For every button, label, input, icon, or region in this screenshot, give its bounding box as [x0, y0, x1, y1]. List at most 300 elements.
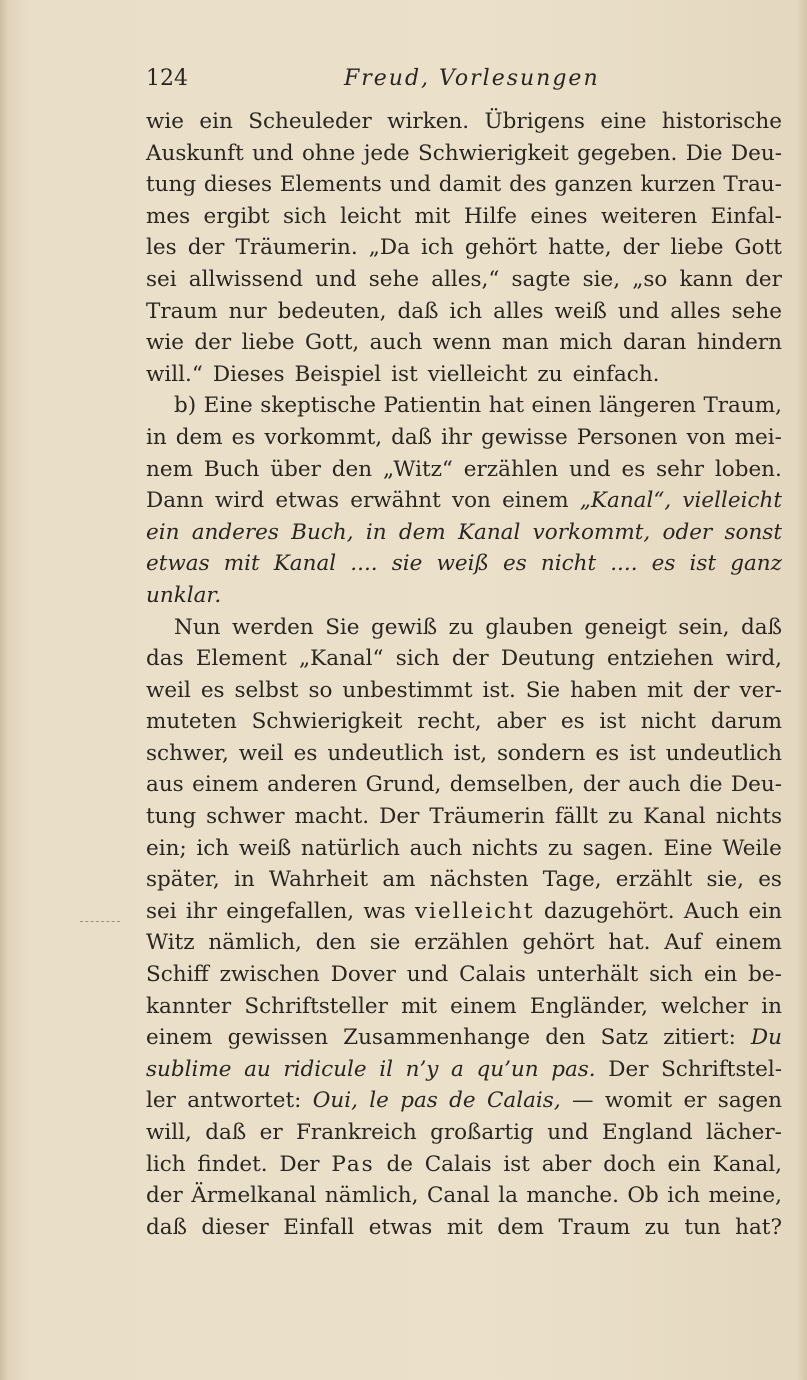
word: und — [406, 962, 449, 988]
word: geneigt — [584, 614, 667, 640]
word: nichts — [471, 835, 539, 861]
word: ein — [703, 962, 738, 988]
text-line — [146, 232, 782, 264]
word: sie, — [582, 266, 621, 292]
word: zu — [547, 835, 574, 861]
word: lächer- — [706, 1120, 782, 1145]
word: es — [200, 677, 225, 703]
word: es — [758, 867, 782, 893]
word: sagen. — [582, 835, 654, 861]
word: ich — [667, 1183, 701, 1209]
word: qu’un — [476, 1056, 539, 1082]
text-line — [146, 643, 782, 675]
word: es — [595, 740, 620, 766]
word: eine — [600, 109, 647, 134]
word: oder — [662, 519, 713, 545]
word: alles — [493, 298, 544, 324]
text-line — [146, 706, 782, 738]
word: ein — [146, 519, 180, 545]
word: der — [451, 646, 489, 672]
word: unterhält — [536, 962, 639, 988]
word: erzählt — [615, 867, 693, 893]
word: Schriftsteller — [244, 993, 388, 1019]
word: Die — [685, 140, 723, 166]
word: gegeben. — [577, 140, 678, 166]
word: natürlich — [300, 835, 400, 861]
word: daß — [391, 424, 433, 450]
word: sehe — [731, 298, 782, 324]
word: zu — [448, 614, 474, 640]
word: vielleicht — [682, 488, 782, 514]
word: es — [621, 456, 646, 482]
running-head: Freud, Vorlesungen — [344, 66, 600, 91]
word: Dover — [330, 962, 396, 988]
word: mit — [223, 551, 260, 577]
word: ver- — [739, 677, 782, 703]
word: manche. — [526, 1183, 619, 1209]
word: findet. — [197, 1151, 268, 1177]
word: tun — [684, 1214, 721, 1240]
word: den — [315, 930, 356, 956]
word: demselben, — [449, 772, 575, 798]
word: sich — [395, 646, 440, 672]
word: der — [146, 1183, 183, 1209]
word: Patientin — [383, 393, 482, 419]
word: „Da — [368, 235, 410, 261]
word: anderen — [267, 772, 358, 798]
text-line — [146, 359, 782, 391]
word: meine, — [708, 1183, 782, 1209]
word: ich — [421, 235, 454, 261]
word: und — [252, 140, 294, 166]
word: vorkommt, — [532, 519, 651, 545]
word: der — [187, 235, 225, 261]
word: sublime — [146, 1056, 232, 1082]
word: werden — [231, 614, 314, 640]
text-line — [146, 769, 782, 801]
word: einfach. — [572, 361, 660, 387]
word: von — [686, 424, 726, 450]
word: des — [509, 172, 547, 198]
word: macht. — [294, 804, 370, 830]
word: Auskunft — [146, 140, 244, 166]
word: Du — [750, 1025, 782, 1051]
word: Buch — [203, 456, 260, 482]
word: Engländer, — [529, 993, 648, 1019]
word: Auf — [664, 930, 702, 956]
word: ist — [599, 709, 626, 735]
word: Dieses — [212, 361, 285, 387]
word: tung — [146, 172, 197, 198]
word: sie — [369, 930, 401, 956]
word: Kanal, — [712, 1151, 782, 1177]
word: dem — [398, 519, 446, 545]
word: ist — [689, 551, 717, 577]
word: doch — [603, 1151, 656, 1177]
word: mit — [414, 203, 451, 229]
word: einem — [450, 993, 517, 1019]
word: Gott, — [304, 330, 360, 356]
word: was — [363, 898, 406, 924]
text-line — [146, 959, 782, 991]
word: längeren — [599, 393, 696, 419]
word: der — [582, 772, 620, 798]
word: weiteren — [600, 203, 698, 229]
word: ist — [391, 361, 418, 387]
text-line — [146, 1085, 782, 1117]
word: womit — [604, 1088, 673, 1114]
word: glauben — [485, 614, 573, 640]
word: der — [194, 330, 232, 356]
word: und — [547, 1120, 589, 1145]
word: anderes — [191, 519, 279, 545]
word: recht, — [417, 709, 482, 735]
word: sei — [146, 898, 177, 924]
page-edge-left — [0, 0, 8, 1380]
word: in — [146, 424, 167, 450]
word: erwähnt — [350, 488, 441, 514]
text-line — [146, 548, 782, 580]
word: Trau- — [723, 172, 782, 198]
word: Dann — [146, 488, 204, 514]
word: nicht — [640, 709, 697, 735]
word: Der — [279, 1151, 320, 1177]
word: Scheuleder — [248, 109, 372, 134]
word: hat — [488, 393, 525, 419]
word: gehört — [522, 930, 595, 956]
page-number: 124 — [146, 66, 188, 91]
word: auch — [628, 772, 681, 798]
word: einem — [192, 772, 259, 798]
word: Tage, — [542, 867, 602, 893]
word: Schriftstel- — [661, 1056, 782, 1082]
word: Traum — [146, 298, 218, 324]
word: aus — [146, 772, 184, 798]
word: „so — [632, 266, 668, 292]
word: nem — [146, 456, 193, 482]
word: — — [572, 1088, 594, 1114]
word: vielleicht — [427, 361, 528, 387]
word: ein — [199, 109, 233, 134]
word: Nun — [174, 614, 221, 640]
word: antwortet: — [187, 1088, 302, 1114]
word: er — [683, 1088, 707, 1114]
word: sich — [282, 203, 327, 229]
word: Witz — [146, 930, 195, 956]
word: daß — [741, 614, 782, 640]
word: be- — [748, 962, 782, 988]
word: entziehen — [606, 646, 714, 672]
word: sagte — [511, 266, 571, 292]
word: n’y — [405, 1056, 439, 1082]
word: Kanal — [643, 804, 706, 830]
word: ihr — [441, 424, 473, 450]
word: einem — [715, 930, 782, 956]
word: etwas — [275, 488, 340, 514]
word: und — [569, 456, 611, 482]
word: b) — [174, 393, 197, 419]
word: mit — [646, 677, 683, 703]
word: .... — [610, 551, 638, 577]
word: Elements — [279, 172, 382, 198]
word: nämlich, — [208, 930, 302, 956]
word: gewisse — [481, 424, 568, 450]
word: einem — [146, 1025, 213, 1051]
word: die — [689, 772, 723, 798]
word: Calais — [424, 1151, 492, 1177]
word: ganzen — [554, 172, 633, 198]
word: darum — [710, 709, 782, 735]
text-line — [146, 864, 782, 896]
word: Canal — [426, 1183, 490, 1209]
word: nächsten — [429, 867, 529, 893]
word: mes — [146, 203, 191, 229]
text-line — [146, 738, 782, 770]
margin-mark — [80, 921, 120, 924]
word: ein; — [146, 835, 187, 861]
word: .... — [350, 551, 378, 577]
word: ganz — [730, 551, 782, 577]
word: es — [560, 709, 585, 735]
word: Kanal — [273, 551, 337, 577]
word: sich — [649, 962, 693, 988]
word: daran — [622, 330, 687, 356]
word: gehört — [464, 235, 538, 261]
word: Schiff — [146, 962, 209, 988]
word: Beispiel — [294, 361, 382, 387]
word: sei — [146, 266, 177, 292]
word: schwer, — [146, 740, 229, 766]
word: allwissend — [188, 266, 304, 292]
word: les — [146, 235, 177, 261]
word: a — [451, 1056, 464, 1082]
text-line — [146, 264, 782, 296]
word: tung — [146, 804, 197, 830]
word: Zusammenhange — [343, 1025, 531, 1051]
word: und — [389, 172, 432, 198]
word: kannter — [146, 993, 232, 1019]
text-line — [146, 675, 782, 707]
word: lich — [146, 1151, 186, 1177]
word: sonst — [724, 519, 782, 545]
word: der — [745, 266, 782, 292]
text-line — [146, 896, 782, 928]
word: und — [617, 298, 660, 324]
word: Träumerin — [429, 804, 545, 830]
word: Traum — [558, 1214, 631, 1240]
word: Übrigens — [484, 109, 585, 134]
word: Hilfe — [463, 203, 517, 229]
word: ich — [449, 298, 483, 324]
word: daß — [397, 298, 439, 324]
word: Der — [379, 804, 420, 830]
word: ein — [748, 898, 782, 924]
word: unklar. — [146, 582, 222, 608]
word: sein, — [678, 614, 730, 640]
word: das — [146, 646, 184, 672]
text-line — [146, 422, 782, 454]
word: der — [622, 235, 660, 261]
text-line — [146, 485, 782, 517]
word: einem — [502, 488, 569, 514]
word: den — [331, 456, 373, 482]
word: welcher — [661, 993, 749, 1019]
word: über — [270, 456, 321, 482]
word: Der — [608, 1056, 649, 1082]
word: Deu- — [730, 772, 782, 798]
word: wie — [146, 330, 185, 356]
word: am — [382, 867, 416, 893]
word: Schwierigkeit — [251, 709, 403, 735]
word: gewissen — [227, 1025, 329, 1051]
word: Kanal — [457, 519, 521, 545]
word: daß — [205, 1120, 247, 1145]
word: hat. — [608, 930, 651, 956]
word: Personen — [576, 424, 678, 450]
word: Grund, — [365, 772, 442, 798]
word: etwas — [368, 1214, 433, 1240]
word: will.“ — [146, 361, 203, 387]
word: Deu- — [730, 140, 782, 166]
word: jede — [363, 140, 410, 166]
text-line — [146, 801, 782, 833]
word: daß — [146, 1214, 187, 1240]
word: Pas — [331, 1151, 375, 1177]
word: dieses — [203, 172, 273, 198]
word: eines — [530, 203, 588, 229]
word: historische — [661, 109, 782, 134]
text-line — [146, 1117, 782, 1149]
word: pas — [400, 1088, 438, 1114]
word: haben — [570, 677, 638, 703]
word: weiß — [436, 551, 489, 577]
word: Buch, — [291, 519, 354, 545]
text-line — [146, 927, 782, 959]
word: Gott — [734, 235, 782, 261]
word: Calais, — [486, 1088, 561, 1114]
text-line — [146, 1212, 782, 1244]
word: Weile — [722, 835, 782, 861]
word: etwas — [146, 551, 210, 577]
word: mei- — [734, 424, 782, 450]
word: Wahrheit — [268, 867, 369, 893]
word: Oui, — [312, 1088, 358, 1114]
word: pas. — [551, 1056, 596, 1082]
word: ist. — [482, 677, 516, 703]
word: mit — [401, 993, 437, 1019]
text-line — [146, 1149, 782, 1181]
word: sie, — [706, 867, 744, 893]
word: hat? — [735, 1214, 782, 1240]
text-line — [146, 138, 782, 170]
word: unbestimmt — [342, 677, 473, 703]
word: de — [386, 1151, 413, 1177]
word: es — [231, 424, 256, 450]
word: und — [315, 266, 357, 292]
word: gewiß — [371, 614, 438, 640]
word: Einfal- — [710, 203, 782, 229]
word: schwer — [206, 804, 285, 830]
word: kurzen — [640, 172, 716, 198]
word: erzählen — [463, 456, 559, 482]
word: „Kanal“, — [579, 488, 672, 514]
word: Träumerin. — [235, 235, 358, 261]
word: weiß — [554, 298, 607, 324]
word: Ärmelkanal — [191, 1183, 317, 1209]
word: mit — [446, 1214, 483, 1240]
word: zu — [644, 1214, 670, 1240]
word: Ob — [627, 1183, 659, 1209]
word: Element — [195, 646, 287, 672]
word: weil — [146, 677, 191, 703]
word: eingefallen, — [226, 898, 355, 924]
text-line — [146, 454, 782, 486]
word: fällt — [554, 804, 598, 830]
word: man — [501, 330, 549, 356]
word: nichts — [715, 804, 782, 830]
word: Einfall — [283, 1214, 355, 1240]
text-line — [146, 991, 782, 1023]
word: de — [449, 1088, 476, 1114]
word: später, — [146, 867, 220, 893]
word: in — [365, 519, 387, 545]
word: sagen — [717, 1088, 782, 1114]
word: großartig — [430, 1120, 534, 1145]
word: le — [369, 1088, 389, 1114]
word: il — [379, 1056, 394, 1082]
word: zitiert: — [663, 1025, 736, 1051]
text-line — [146, 517, 782, 549]
text-line — [146, 1180, 782, 1212]
word: von — [451, 488, 491, 514]
text-line — [146, 612, 782, 644]
word: Traum, — [703, 393, 782, 419]
word: zu — [608, 804, 634, 830]
word: in — [761, 993, 782, 1019]
word: Sie — [325, 614, 360, 640]
word: es — [293, 740, 318, 766]
word: undeutlich — [665, 740, 782, 766]
word: ergibt — [203, 203, 270, 229]
text-line — [146, 1022, 782, 1054]
text-line — [146, 201, 782, 233]
word: den — [545, 1025, 586, 1051]
word: dem — [175, 424, 223, 450]
text-line — [146, 106, 782, 138]
word: wird — [214, 488, 265, 514]
text-line — [146, 390, 782, 422]
word: Schwierigkeit — [417, 140, 569, 166]
word: vielleicht — [414, 898, 535, 924]
word: bedeuten, — [277, 298, 387, 324]
word: liebe — [670, 235, 724, 261]
word: zwischen — [219, 962, 320, 988]
word: au — [244, 1056, 271, 1082]
word: alles,“ — [431, 266, 500, 292]
word: alles — [670, 298, 721, 324]
page-header — [146, 66, 782, 96]
word: weiß — [238, 835, 292, 861]
page-edge-right — [797, 0, 807, 1380]
word: mich — [559, 330, 613, 356]
word: nämlich, — [324, 1183, 419, 1209]
text-line — [146, 1054, 782, 1086]
word: will, — [146, 1120, 192, 1145]
word: wenn — [432, 330, 492, 356]
word: Satz — [600, 1025, 649, 1051]
word: wirken. — [387, 109, 470, 134]
word: leicht — [340, 203, 402, 229]
